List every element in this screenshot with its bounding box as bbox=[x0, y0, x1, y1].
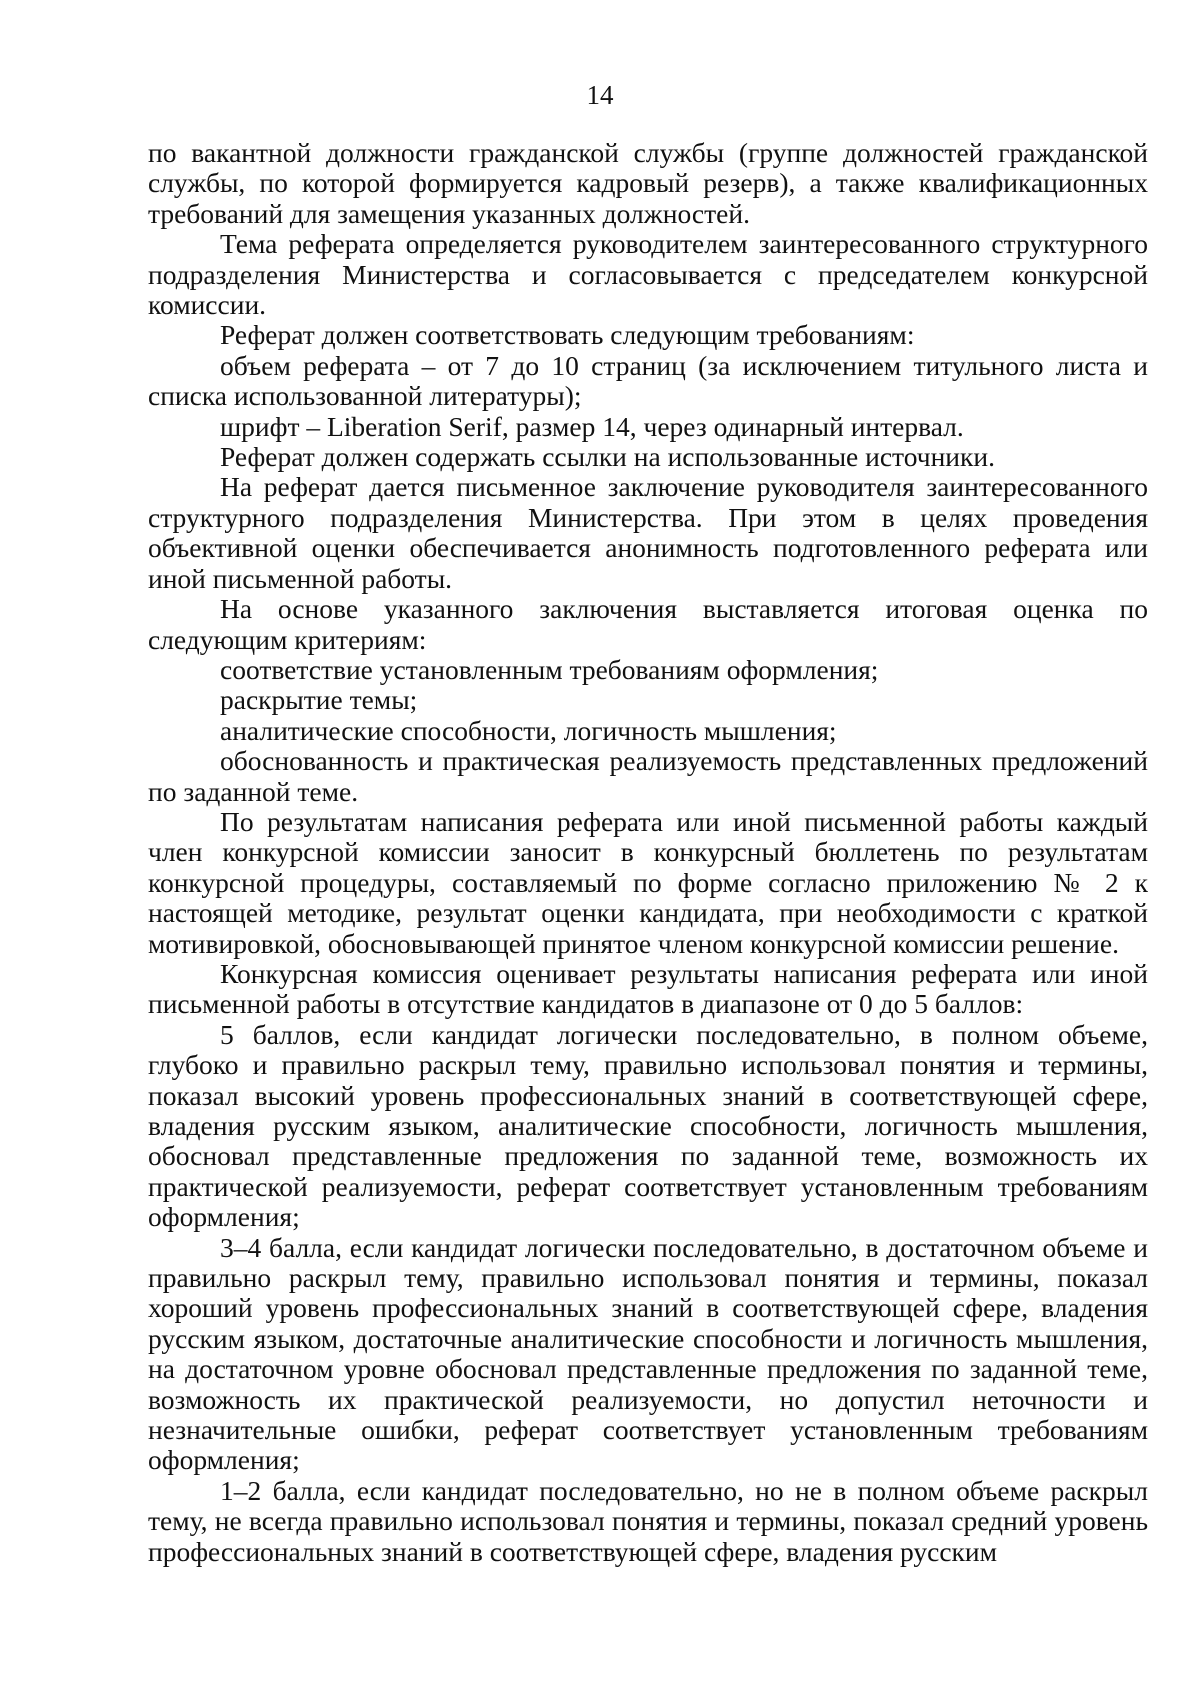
paragraph-14: Конкурсная комиссия оценивает результаты написания реферата или иной письменной работы в отсутствие кандидатов в диапазоне от 0 до 5 баллов: bbox=[148, 957, 1148, 1020]
paragraph-6: Реферат должен содержать ссылки на использованные источники. bbox=[220, 441, 995, 473]
paragraph-7: На реферат дается письменное заключение руководителя заинтересованного структурного подразделения Министерства. При этом в целях проведения объективной оценки обеспечивается анонимность подготовленного реферата или иной письменной работы. bbox=[148, 471, 1148, 594]
paragraph-16: 3–4 балла, если кандидат логически последовательно, в достаточном объеме и правильно раскрыл тему, правильно использовал понятия и термины, показал хороший уровень профессиональных знаний в соответствующей сфере, владения русским языком, достаточные аналитические способности и логичность мышления, на достаточном уровне обосновал представленные предложения по заданной теме, возможность их практической реализуемости, но допустил неточности и незначительные ошибки, реферат соответствует установленным требованиям оформления; bbox=[148, 1231, 1148, 1476]
paragraph-17: 1–2 балла, если кандидат последовательно, но не в полном объеме раскрыл тему, не всегда правильно использовал понятия и термины, показал средний уровень профессиональных знаний в соответствующей сфере, владения русским bbox=[148, 1474, 1148, 1567]
paragraph-3: Реферат должен соответствовать следующим требованиям: bbox=[220, 319, 915, 351]
paragraph-11: аналитические способности, логичность мышления; bbox=[220, 714, 837, 746]
paragraph-2: Тема реферата определяется руководителем заинтересованного структурного подразделения Министерства и согласовывается с председателем конкурсной комиссии. bbox=[148, 228, 1148, 321]
paragraph-10: раскрытие темы; bbox=[220, 684, 418, 716]
paragraph-8: На основе указанного заключения выставляется итоговая оценка по следующим критериям: bbox=[148, 593, 1148, 655]
paragraph-9: соответствие установленным требованиям оформления; bbox=[220, 653, 879, 685]
page-number: 14 bbox=[586, 80, 614, 110]
paragraph-5: шрифт – Liberation Serif, размер 14, через одинарный интервал. bbox=[220, 410, 964, 442]
paragraph-4: объем реферата – от 7 до 10 страниц (за исключением титульного листа и списка использованной литературы); bbox=[148, 349, 1148, 412]
paragraph-15: 5 баллов, если кандидат логически последовательно, в полном объеме, глубоко и правильно раскрыл тему, правильно использовал понятия и термины, показал высокий уровень профессиональных знаний в соответствующей сфере, владения русским языком, аналитические способности, логичность мышления, обосновал представленные предложения по заданной теме, возможность их практической реализуемости, реферат соответствует установленным требованиям оформления; bbox=[148, 1018, 1148, 1233]
document-body bbox=[148, 138, 1148, 1567]
paragraph-12: обоснованность и практическая реализуемость представленных предложений по заданной теме. bbox=[148, 745, 1148, 807]
paragraph-1: по вакантной должности гражданской службы (группе должностей гражданской службы, по которой формируется кадровый резерв), а также квалификационных требований для замещения указанных должностей. bbox=[148, 137, 1148, 229]
paragraph-13: По результатам написания реферата или иной письменной работы каждый член конкурсной комиссии заносит в конкурсный бюллетень по результатам конкурсной процедуры, составляемый по форме согласно приложению № 2 к настоящей методике, результат оценки кандидата, при необходимости с краткой мотивировкой, обосновывающей принятое членом конкурсной комиссии решение. bbox=[148, 805, 1148, 959]
